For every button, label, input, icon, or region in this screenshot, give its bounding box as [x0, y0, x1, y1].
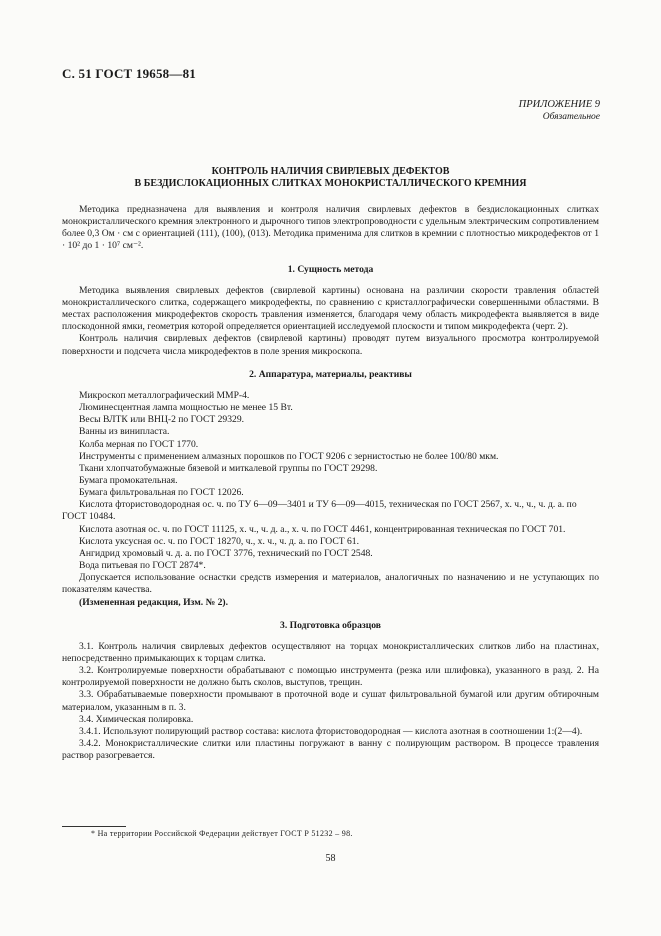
appendix-label [519, 99, 600, 123]
section-3-paragraph: 3.4. Химическая полировка. [79, 713, 194, 725]
section-3-heading: 3. Подготовка образцов [280, 619, 381, 631]
list-item: Кислота азотная ос. ч. по ГОСТ 11125, х. ч., ч. д. а., х. ч. по ГОСТ 4461, концентрированная техническая по ГОСТ 701. [79, 523, 566, 535]
document-title [62, 166, 599, 190]
section-1-heading: 1. Сущность метода [287, 263, 374, 275]
title-line-2: В БЕЗДИСЛОКАЦИОННЫХ СЛИТКАХ МОНОКРИСТАЛЛИЧЕСКОГО КРЕМНИЯ [134, 178, 527, 189]
page-number: 58 [325, 853, 336, 864]
footnote-divider [62, 826, 126, 827]
list-item: Инструменты с применением алмазных порошков по ГОСТ 9206 с зернистостью не более 100/80 мкм. [79, 450, 499, 462]
revision-note: (Измененная редакция, Изм. № 2). [79, 596, 229, 608]
list-item: Ванны из винипласта. [79, 426, 170, 438]
section-2-note: Допускается использование оснастки средств измерения и материалов, аналогичных по назначению и не уступающих по показателям качества. [62, 572, 599, 596]
section-2-heading: 2. Аппаратура, материалы, реактивы [249, 368, 412, 380]
section-3-paragraph: 3.4.1. Используют полирующий раствор состава: кислота фтористоводородная — кислота азотная в соотношении 1:(2—4). [79, 725, 583, 737]
title-line-1: КОНТРОЛЬ НАЛИЧИЯ СВИРЛЕВЫХ ДЕФЕКТОВ [211, 166, 450, 177]
document-body [62, 204, 599, 762]
list-item: Бумага фильтровальная по ГОСТ 12026. [79, 487, 244, 499]
list-item: Микроскоп металлографический ММР-4. [79, 389, 250, 401]
appendix-number: ПРИЛОЖЕНИЕ 9 [518, 99, 600, 110]
section-1-paragraph-1: Методика выявления свирлевых дефектов (свирлевой картины) основана на различии скорости травления областей монокристаллического слитка, содержащего микродефекты, по сравнению с кристаллографически совершенными областями. В местах расположения микродефектов скорость травления изменяется, благодаря чему область микродефекта выявляется в виде плоскодонной ямки, геометрия которой определяется ориентацией исследуемой плоскости и типом микродефекта (черт. 2). [62, 284, 599, 333]
section-3-paragraph: 3.1. Контроль наличия свирлевых дефектов осуществляют на торцах монокристаллических слитков либо на пластинах, непосредственно примыкающих к торцам слитка. [62, 640, 599, 664]
list-item: Кислота уксусная ос. ч. по ГОСТ 18270, ч., х. ч., ч. д. а. по ГОСТ 61. [79, 535, 359, 547]
list-item: Кислота фтористоводородная ос. ч. по ТУ 6—09—3401 и ТУ 6—09—4015, техническая по ГОСТ 2567, х. ч., ч., ч. д. а. по ГОСТ 10484. [62, 499, 577, 523]
list-item: Бумага промокательная. [79, 474, 178, 486]
footnote: * На территории Российской Федерации действует ГОСТ Р 51232 – 98. [91, 829, 353, 838]
list-item: Вода питьевая по ГОСТ 2874*. [79, 560, 206, 572]
list-item: Ткани хлопчатобумажные бязевой и миткалевой группы по ГОСТ 29298. [79, 462, 378, 474]
section-3-paragraph: 3.3. Обрабатываемые поверхности промывают в проточной воде и сушат фильтровальной бумагой или другим обтирочным материалом, указанным в п. 3. [62, 689, 599, 713]
list-item: Ангидрид хромовый ч. д. а. по ГОСТ 3776, технический по ГОСТ 2548. [79, 547, 373, 559]
section-1-paragraph-2: Контроль наличия свирлевых дефектов (свирлевой картины) проводят путем визуального просмотра контролируемой поверхности и подсчета числа микродефектов в поле зрения микроскопа. [62, 333, 599, 357]
list-item: Колба мерная по ГОСТ 1770. [79, 438, 199, 450]
section-3-paragraph: 3.2. Контролируемые поверхности обрабатывают с помощью инструмента (резка или шлифовка), указанного в разд. 2. На контролируемой поверхности не должно быть сколов, выступов, трещин. [62, 665, 599, 689]
appendix-status: Обязательное [542, 112, 600, 122]
page-header: С. 51 ГОСТ 19658—81 [62, 66, 196, 81]
list-item: Весы ВЛТК или ВНЦ-2 по ГОСТ 29329. [79, 414, 245, 426]
intro-paragraph: Методика предназначена для выявления и контроля наличия свирлевых дефектов в бездислокационных слитках монокристаллического кремния электронного и дырочного типов электропроводности с удельным электрическим сопротивлением более 0,3 Ом · см с ориентацией (111), (100), (013). Методика применима для слитков в кремнии с плотностью микродефектов от 1 · 10² до 1 · 10⁷ см⁻². [62, 204, 599, 252]
section-3-paragraph: 3.4.2. Монокристаллические слитки или пластины погружают в ванну с полирующим раствором. В процессе травления раствор разогревается. [62, 738, 599, 762]
list-item: Люминесцентная лампа мощностью не менее 15 Вт. [79, 402, 293, 414]
